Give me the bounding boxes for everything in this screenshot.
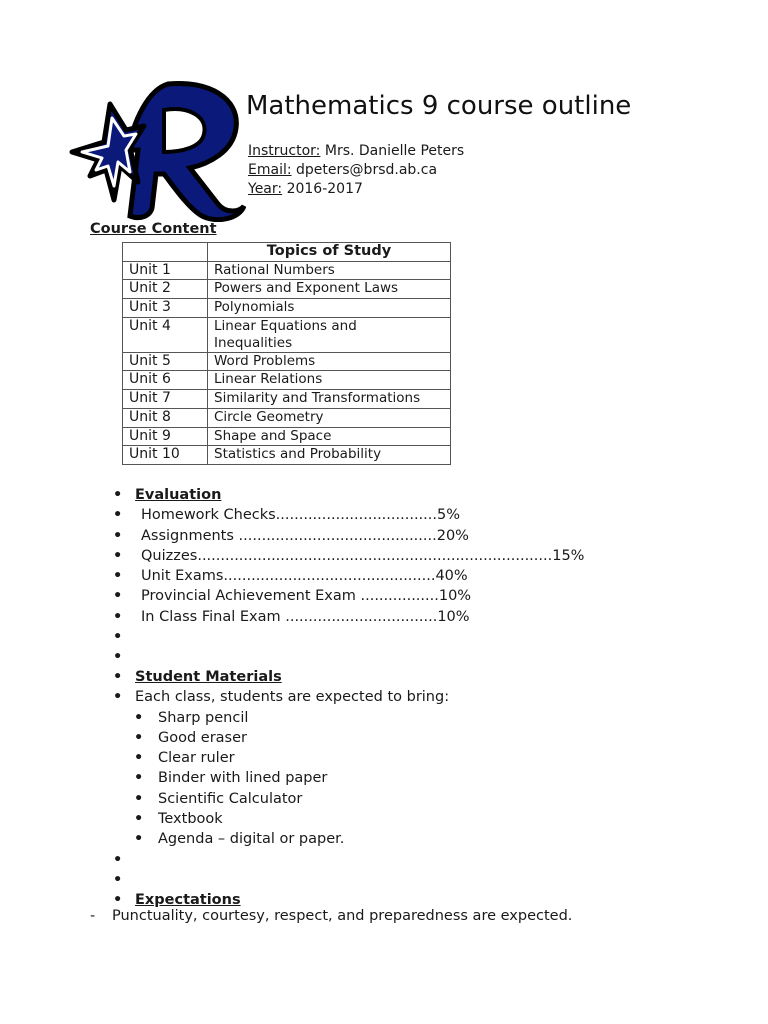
bullet-icon: • (113, 851, 123, 868)
unit-cell: Unit 2 (123, 280, 208, 299)
bullet-icon: • (113, 507, 123, 524)
materials-list (110, 667, 449, 911)
topic-cell: Similarity and Transformations (208, 390, 451, 409)
topic-cell: Powers and Exponent Laws (208, 280, 451, 299)
letter-r-logo-icon (68, 80, 246, 222)
list-item (110, 728, 449, 748)
year-value: 2016-2017 (286, 181, 363, 197)
evaluation-item: Provincial Achievement Exam .................10% (141, 588, 472, 605)
materials-heading: Student Materials (135, 669, 282, 685)
table-row (123, 261, 451, 280)
bullet-icon: • (134, 750, 144, 767)
year-line (248, 181, 363, 197)
evaluation-item: Quizzes.............................................................................15% (141, 547, 585, 564)
unit-cell: Unit 1 (123, 261, 208, 280)
unit-cell: Unit 9 (123, 427, 208, 446)
topic-cell: Statistics and Probability (208, 446, 451, 465)
list-item (110, 829, 449, 849)
dash-marker: - (90, 908, 96, 924)
instructor-value: Mrs. Danielle Peters (324, 143, 465, 159)
table-header-blank (123, 243, 208, 262)
bullet-icon: • (113, 547, 123, 564)
material-item: Scientific Calculator (158, 790, 303, 807)
bullet-icon: • (113, 871, 123, 888)
material-item: Textbook (158, 811, 223, 828)
topic-line: Linear Equations and (214, 317, 357, 334)
year-label: Year: (248, 181, 283, 197)
unit-cell: Unit 5 (123, 352, 208, 371)
bullet-icon: • (113, 649, 123, 666)
bullet-icon: • (113, 568, 123, 585)
bullet-icon: • (134, 709, 144, 726)
list-item (110, 768, 449, 788)
bullet-icon: • (134, 770, 144, 787)
table-header-row (123, 243, 451, 262)
evaluation-item: Assignments ...........................................20% (141, 527, 469, 544)
instructor-label: Instructor: (248, 143, 321, 159)
bullet-icon: • (113, 487, 123, 503)
topic-line: Inequalities (214, 334, 293, 351)
bullet-icon: • (113, 588, 123, 605)
page-title: Mathematics 9 course outline (246, 91, 632, 121)
unit-cell: Unit 8 (123, 408, 208, 427)
topic-cell: Circle Geometry (208, 408, 451, 427)
evaluation-item: Unit Exams..............................................40% (141, 568, 468, 585)
material-item: Agenda – digital or paper. (158, 831, 345, 848)
list-item (110, 687, 449, 707)
email-label: Email: (248, 162, 292, 178)
table-row (123, 299, 451, 318)
table-row (123, 427, 451, 446)
topic-cell: Rational Numbers (208, 261, 451, 280)
evaluation-item: Homework Checks...................................5% (141, 507, 460, 524)
unit-cell: Unit 3 (123, 299, 208, 318)
course-content-heading: Course Content (90, 221, 217, 237)
expectations-heading: Expectations (135, 892, 241, 909)
topic-cell: Polynomials (208, 299, 451, 318)
unit-cell: Unit 6 (123, 371, 208, 390)
table-row (123, 390, 451, 409)
email-line (248, 162, 437, 178)
table-row (123, 371, 451, 390)
email-value[interactable]: dpeters@brsd.ab.ca (296, 162, 438, 178)
topic-cell: Word Problems (208, 352, 451, 371)
table-row (123, 352, 451, 371)
bullet-icon: • (113, 629, 123, 646)
material-item: Clear ruler (158, 750, 235, 767)
list-item (110, 546, 584, 566)
topic-cell: Shape and Space (208, 427, 451, 446)
instructor-line (248, 143, 464, 159)
list-item (110, 566, 584, 586)
table-header-topics: Topics of Study (208, 243, 451, 262)
evaluation-heading-item (110, 485, 584, 505)
bullet-icon: • (113, 527, 123, 544)
material-item: Binder with lined paper (158, 770, 328, 787)
materials-heading-item (110, 667, 449, 687)
bullet-icon: • (134, 729, 144, 746)
materials-intro: Each class, students are expected to bring: (135, 689, 450, 706)
bullet-icon: • (134, 831, 144, 848)
unit-cell: Unit 10 (123, 446, 208, 465)
bullet-icon: • (134, 790, 144, 807)
expectations-text: Punctuality, courtesy, respect, and preparedness are expected. (112, 908, 573, 924)
expectations-line (90, 908, 572, 924)
evaluation-item: In Class Final Exam .................................10% (141, 608, 470, 625)
bullet-icon: • (113, 689, 123, 706)
list-item (110, 526, 584, 546)
list-item (110, 809, 449, 829)
empty-list-item (110, 870, 449, 890)
evaluation-list (110, 485, 584, 668)
bullet-icon: • (134, 811, 144, 828)
topic-cell: Linear Relations (208, 371, 451, 390)
table-row (123, 280, 451, 299)
list-item (110, 789, 449, 809)
list-item (110, 708, 449, 728)
list-item (110, 586, 584, 606)
empty-list-item (110, 647, 584, 667)
bullet-icon: • (113, 669, 123, 685)
evaluation-heading: Evaluation (135, 487, 222, 503)
bullet-icon: • (113, 892, 123, 909)
empty-list-item (110, 627, 584, 647)
bullet-icon: • (113, 608, 123, 625)
unit-cell: Unit 7 (123, 390, 208, 409)
unit-cell: Unit 4 (123, 317, 208, 352)
topics-table (122, 242, 451, 465)
list-item (110, 607, 584, 627)
empty-list-item (110, 850, 449, 870)
table-row (123, 446, 451, 465)
table-row (123, 408, 451, 427)
list-item (110, 748, 449, 768)
topic-cell (208, 317, 451, 352)
list-item (110, 505, 584, 525)
material-item: Sharp pencil (158, 709, 249, 726)
table-row (123, 317, 451, 352)
material-item: Good eraser (158, 729, 247, 746)
